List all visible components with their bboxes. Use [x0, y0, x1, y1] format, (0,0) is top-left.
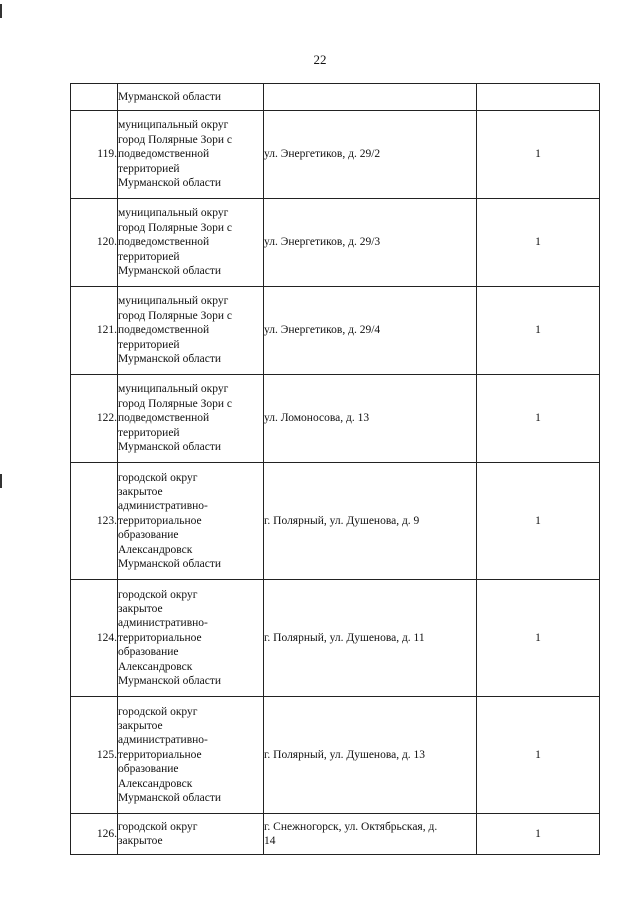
municipality-name-text: муниципальный округ город Полярные Зори с подведомственной территорией Мурманской области [118, 207, 233, 278]
municipality-name-text: Мурманской области [118, 90, 222, 103]
cell-address [264, 463, 477, 580]
margin-mark-middle [0, 474, 2, 488]
row-number-text: 125. [96, 748, 117, 761]
table-row [71, 111, 600, 199]
table-row [71, 697, 600, 814]
cell-municipality-name [118, 580, 264, 697]
cell-address [264, 287, 477, 375]
address-text: ул. Энергетиков, д. 29/2 [264, 148, 381, 161]
row-number-text: 121. [96, 324, 117, 337]
cell-municipality-name [118, 375, 264, 463]
cell-municipality-name [118, 697, 264, 814]
municipality-name-text: городской округ закрытое [118, 820, 198, 847]
quantity-text: 1 [535, 148, 541, 161]
cell-address [264, 814, 477, 855]
table-row [71, 463, 600, 580]
cell-quantity [477, 375, 600, 463]
municipality-name-text: городской округ закрытое административно- территориальное образование Александровск Мурманской области [118, 471, 222, 571]
cell-quantity [477, 287, 600, 375]
address-text: ул. Энергетиков, д. 29/3 [264, 236, 381, 249]
cell-quantity [477, 199, 600, 287]
margin-mark-top [0, 4, 2, 18]
address-text: г. Снежногорск, ул. Октябрьская, д. 14 [264, 820, 438, 847]
cell-municipality-name [118, 199, 264, 287]
row-number-text: 119. [97, 148, 117, 161]
municipality-name-text: городской округ закрытое административно- территориальное образование Александровск Мурманской области [118, 705, 222, 805]
cell-row-number [71, 697, 118, 814]
cell-row-number [71, 814, 118, 855]
municipality-name-text: муниципальный округ город Полярные Зори с подведомственной территорией Мурманской области [118, 383, 233, 454]
document-table [70, 83, 600, 855]
cell-municipality-name [118, 287, 264, 375]
quantity-text: 1 [535, 412, 541, 425]
row-number-text: 123. [96, 514, 117, 527]
table-row [71, 199, 600, 287]
cell-municipality-name [118, 84, 264, 111]
cell-quantity [477, 111, 600, 199]
cell-address [264, 111, 477, 199]
address-text: г. Полярный, ул. Душенова, д. 11 [264, 631, 425, 644]
cell-quantity [477, 580, 600, 697]
cell-row-number [71, 375, 118, 463]
cell-address [264, 199, 477, 287]
cell-row-number [71, 84, 118, 111]
cell-municipality-name [118, 463, 264, 580]
row-number-text: 126. [96, 827, 117, 840]
quantity-text: 1 [535, 324, 541, 337]
cell-row-number [71, 111, 118, 199]
municipality-name-text: муниципальный округ город Полярные Зори с подведомственной территорией Мурманской области [118, 119, 233, 190]
cell-municipality-name [118, 814, 264, 855]
address-text: ул. Энергетиков, д. 29/4 [264, 324, 381, 337]
quantity-text: 1 [535, 748, 541, 761]
cell-quantity [477, 463, 600, 580]
table-row [71, 580, 600, 697]
municipality-name-text: городской округ закрытое административно- территориальное образование Александровск Мурманской области [118, 588, 222, 688]
cell-row-number [71, 463, 118, 580]
cell-quantity [477, 697, 600, 814]
row-number-text: 120. [96, 236, 117, 249]
cell-quantity [477, 814, 600, 855]
cell-municipality-name [118, 111, 264, 199]
page-number: 22 [313, 52, 327, 67]
cell-row-number [71, 580, 118, 697]
table-row [71, 814, 600, 855]
cell-row-number [71, 199, 118, 287]
cell-address [264, 84, 477, 111]
cell-row-number [71, 287, 118, 375]
quantity-text: 1 [535, 631, 541, 644]
cell-quantity [477, 84, 600, 111]
row-number-text: 122. [96, 412, 117, 425]
quantity-text: 1 [535, 514, 541, 527]
quantity-text: 1 [535, 827, 541, 840]
cell-address [264, 697, 477, 814]
address-text: г. Полярный, ул. Душенова, д. 13 [264, 748, 426, 761]
address-text: ул. Ломоносова, д. 13 [264, 412, 370, 425]
cell-address [264, 580, 477, 697]
table-row [71, 287, 600, 375]
cell-address [264, 375, 477, 463]
quantity-text: 1 [535, 236, 541, 249]
table-row [71, 84, 600, 111]
row-number-text: 124. [96, 631, 117, 644]
address-text: г. Полярный, ул. Душенова, д. 9 [264, 514, 420, 527]
municipality-name-text: муниципальный округ город Полярные Зори с подведомственной территорией Мурманской области [118, 295, 233, 366]
table-row [71, 375, 600, 463]
